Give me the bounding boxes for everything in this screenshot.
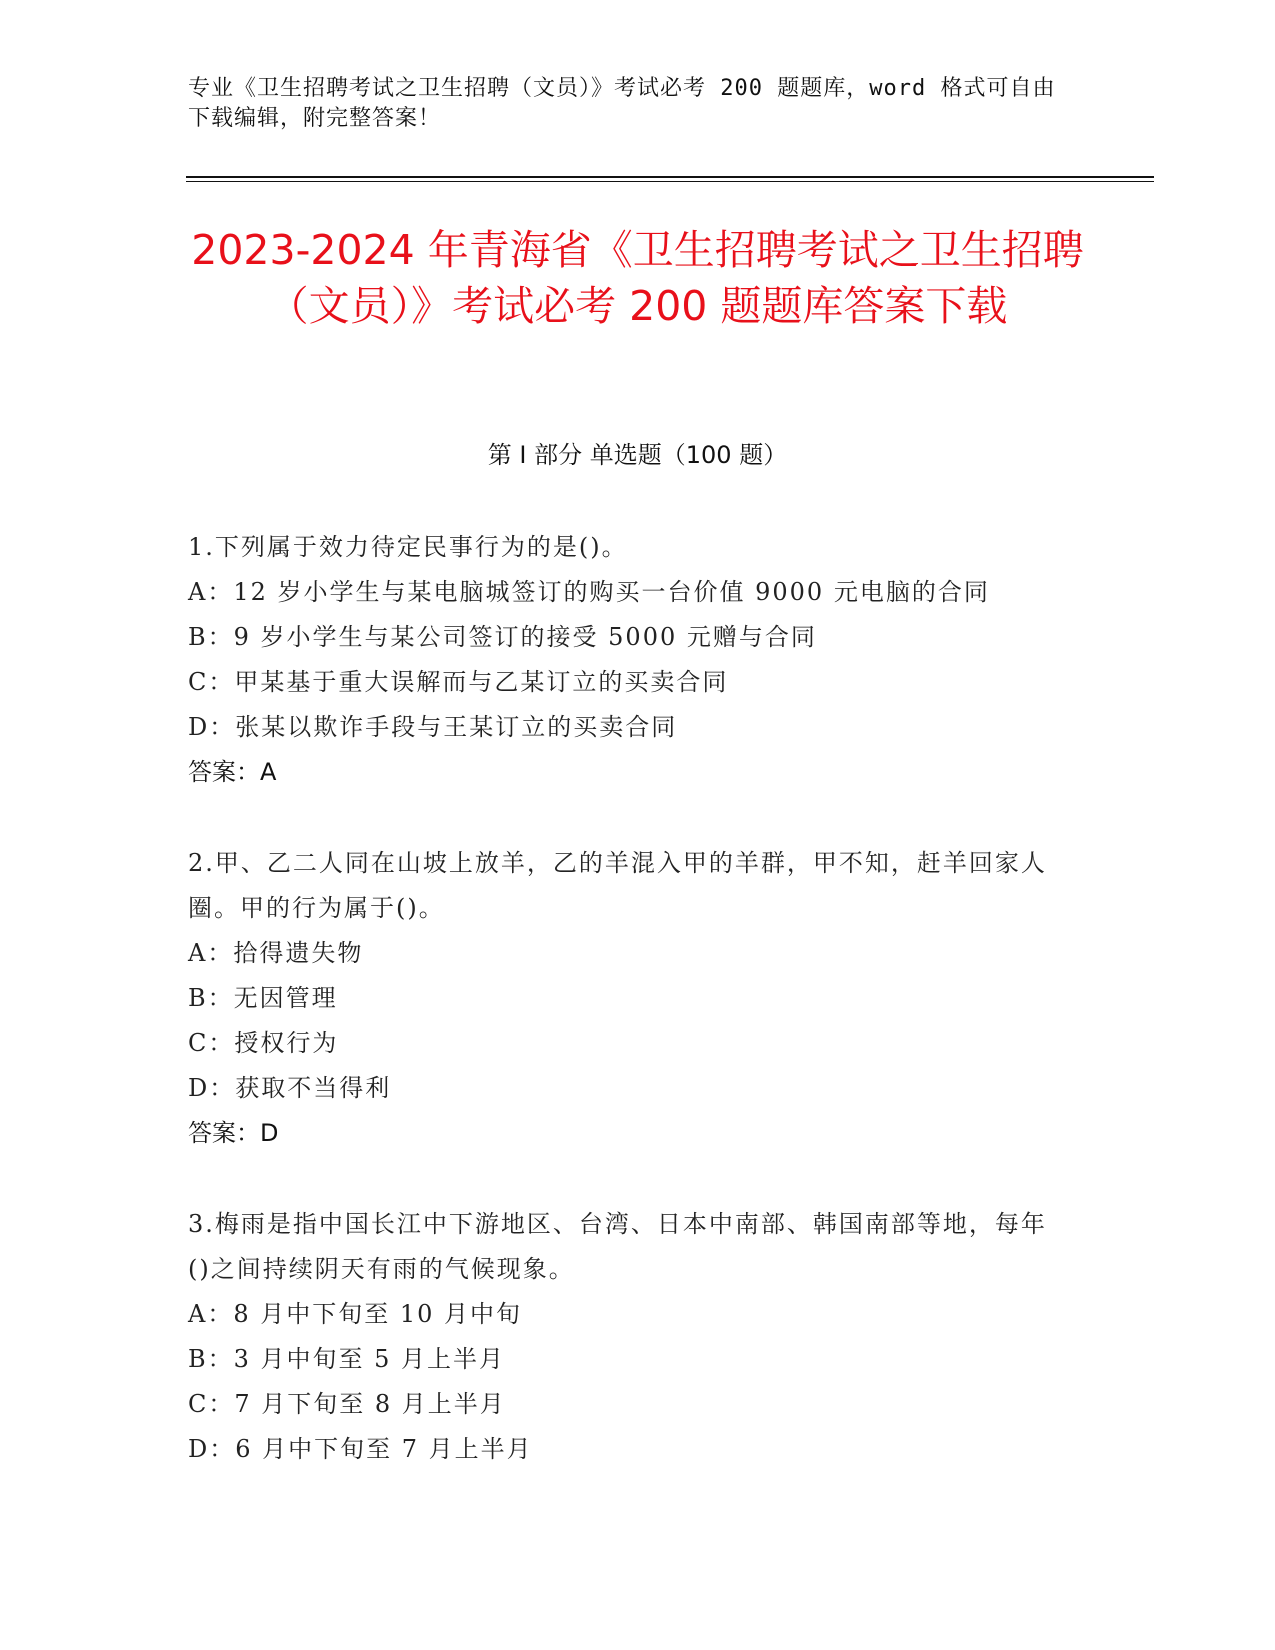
- option-b: B：无因管理: [188, 984, 338, 1012]
- option-a: A：8 月中下旬至 10 月中旬: [188, 1300, 523, 1328]
- question-stem: 3.梅雨是指中国长江中下游地区、台湾、日本中南部、韩国南部等地，每年()之间持续阴天有雨的气候现象。: [188, 1210, 1047, 1283]
- option-c: C：7 月下旬至 8 月上半月: [188, 1390, 506, 1418]
- document-title: 2023-2024 年青海省《卫生招聘考试之卫生招聘（文员）》考试必考 200 题题库答案下载: [191, 226, 1084, 330]
- question-stem: 2.甲、乙二人同在山坡上放羊，乙的羊混入甲的羊群，甲不知，赶羊回家人圈。甲的行为属于()。: [188, 849, 1047, 922]
- option-d: D：张某以欺诈手段与王某订立的买卖合同: [188, 713, 678, 741]
- option-b: B：9 岁小学生与某公司签订的接受 5000 元赠与合同: [188, 623, 817, 651]
- question-1: [188, 525, 1068, 795]
- option-c: C：授权行为: [188, 1029, 339, 1057]
- option-d: D：获取不当得利: [188, 1074, 392, 1102]
- question-list: [188, 525, 1068, 1518]
- option-d: D：6 月中下旬至 7 月上半月: [188, 1435, 533, 1463]
- option-b: B：3 月中旬至 5 月上半月: [188, 1345, 506, 1373]
- answer: 答案：A: [188, 758, 277, 786]
- header-divider-thin: [186, 181, 1154, 182]
- option-a: A：拾得遗失物: [188, 939, 364, 967]
- option-a: A：12 岁小学生与某电脑城签订的购买一台价值 9000 元电脑的合同: [188, 578, 990, 606]
- question-stem: 1.下列属于效力待定民事行为的是()。: [188, 533, 628, 561]
- header-note: 专业《卫生招聘考试之卫生招聘（文员）》考试必考 200 题题库，word 格式可自由下载编辑，附完整答案！: [188, 76, 1056, 131]
- header-divider-thick: [186, 176, 1154, 178]
- question-3: [188, 1202, 1068, 1472]
- question-2: [188, 841, 1068, 1156]
- option-c: C：甲某基于重大误解而与乙某订立的买卖合同: [188, 668, 729, 696]
- answer: 答案：D: [188, 1119, 279, 1147]
- section-title: 第 I 部分 单选题（100 题）: [487, 441, 788, 469]
